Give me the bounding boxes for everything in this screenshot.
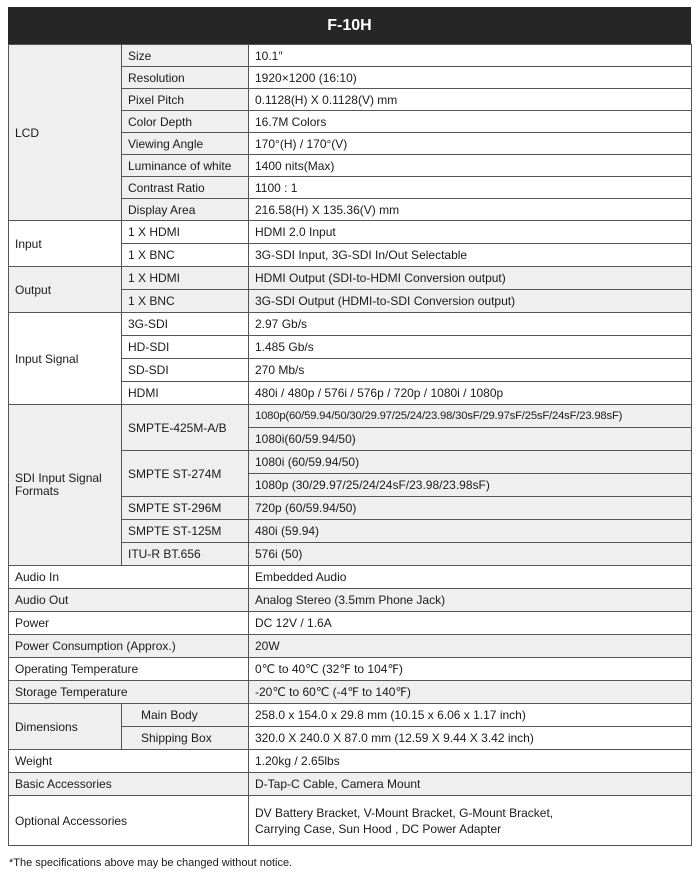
group-label-input: Input [9, 221, 122, 267]
spec-value: DC 12V / 1.6A [249, 612, 692, 635]
table-row [9, 796, 692, 846]
spec-name: 1 X BNC [122, 290, 249, 313]
spec-name: Shipping Box [122, 727, 249, 750]
spec-name: Storage Temperature [9, 681, 249, 704]
spec-value: 0.1128(H) X 0.1128(V) mm [249, 89, 692, 111]
spec-name: ITU-R BT.656 [122, 543, 249, 566]
spec-table [8, 44, 692, 846]
spec-name: Contrast Ratio [122, 177, 249, 199]
spec-name: Operating Temperature [9, 658, 249, 681]
group-label-lcd: LCD [9, 45, 122, 221]
table-row [9, 45, 692, 67]
spec-value: 270 Mb/s [249, 359, 692, 382]
spec-value: 1080i(60/59.94/50) [249, 428, 692, 451]
spec-value: 720p (60/59.94/50) [249, 497, 692, 520]
spec-name: Size [122, 45, 249, 67]
spec-value: Embedded Audio [249, 566, 692, 589]
spec-name: SD-SDI [122, 359, 249, 382]
footnote: *The specifications above may be changed without notice. [9, 857, 293, 869]
spec-value: -20℃ to 60℃ (-4℉ to 140℉) [249, 681, 692, 704]
spec-value: Analog Stereo (3.5mm Phone Jack) [249, 589, 692, 612]
spec-value: HDMI 2.0 Input [249, 221, 692, 244]
spec-value: 1080i (60/59.94/50) [249, 451, 692, 474]
spec-value: 1.20kg / 2.65lbs [249, 750, 692, 773]
table-row [9, 566, 692, 589]
accessories-line-1: DV Battery Bracket, V-Mount Bracket, G-Mount Bracket, [255, 805, 554, 820]
group-label-sdi-formats [9, 405, 122, 566]
group-label-input-signal: Input Signal [9, 313, 122, 405]
spec-name: Power Consumption (Approx.) [9, 635, 249, 658]
spec-value: 1100 : 1 [249, 177, 692, 199]
spec-value: 1920×1200 (16:10) [249, 67, 692, 89]
spec-value: 3G-SDI Output (HDMI-to-SDI Conversion output) [249, 290, 692, 313]
spec-name: Color Depth [122, 111, 249, 133]
spec-value: 320.0 X 240.0 X 87.0 mm (12.59 X 9.44 X 3.42 inch) [249, 727, 692, 750]
spec-name: 1 X BNC [122, 244, 249, 267]
spec-value: 10.1″ [249, 45, 692, 67]
group-label-output: Output [9, 267, 122, 313]
spec-sheet [8, 7, 691, 846]
table-row [9, 612, 692, 635]
table-row [9, 704, 692, 727]
spec-name: Resolution [122, 67, 249, 89]
accessories-line-2: Carrying Case, Sun Hood , DC Power Adapter [255, 821, 502, 836]
model-title: F-10H [8, 7, 691, 44]
spec-name: Power [9, 612, 249, 635]
sdi-formats-label: SDI Input Signal Formats [15, 471, 102, 498]
spec-name: SMPTE ST-274M [122, 451, 249, 497]
spec-value: 1400 nits(Max) [249, 155, 692, 177]
spec-value: 576i (50) [249, 543, 692, 566]
spec-name: Audio Out [9, 589, 249, 612]
table-row [9, 635, 692, 658]
spec-value: 2.97 Gb/s [249, 313, 692, 336]
spec-value: 0℃ to 40℃ (32℉ to 104℉) [249, 658, 692, 681]
spec-name: Viewing Angle [122, 133, 249, 155]
spec-name: SMPTE-425M-A/B [122, 405, 249, 451]
spec-name: Audio In [9, 566, 249, 589]
spec-name: 1 X HDMI [122, 221, 249, 244]
table-row [9, 681, 692, 704]
spec-value: 480i (59.94) [249, 520, 692, 543]
spec-value: 3G-SDI Input, 3G-SDI In/Out Selectable [249, 244, 692, 267]
table-row [9, 267, 692, 290]
spec-value: 258.0 x 154.0 x 29.8 mm (10.15 x 6.06 x 1.17 inch) [249, 704, 692, 727]
spec-value: 1080p (30/29.97/25/24/24sF/23.98/23.98sF) [249, 474, 692, 497]
spec-name: SMPTE ST-125M [122, 520, 249, 543]
spec-name: HDMI [122, 382, 249, 405]
spec-name: Main Body [122, 704, 249, 727]
spec-value: 20W [249, 635, 692, 658]
spec-value: HDMI Output (SDI-to-HDMI Conversion output) [249, 267, 692, 290]
spec-value: 216.58(H) X 135.36(V) mm [249, 199, 692, 221]
spec-name: Pixel Pitch [122, 89, 249, 111]
table-row [9, 773, 692, 796]
spec-value: 1.485 Gb/s [249, 336, 692, 359]
spec-name: SMPTE ST-296M [122, 497, 249, 520]
group-label-dimensions: Dimensions [9, 704, 122, 750]
spec-value: D-Tap-C Cable, Camera Mount [249, 773, 692, 796]
spec-name: 1 X HDMI [122, 267, 249, 290]
table-row [9, 658, 692, 681]
spec-name: 3G-SDI [122, 313, 249, 336]
spec-value: 170°(H) / 170°(V) [249, 133, 692, 155]
table-row [9, 750, 692, 773]
spec-value: 1080p(60/59.94/50/30/29.97/25/24/23.98/30sF/29.97sF/25sF/24sF/23.98sF) [249, 405, 692, 428]
table-row [9, 589, 692, 612]
table-row [9, 221, 692, 244]
table-row [9, 405, 692, 428]
spec-value: 16.7M Colors [249, 111, 692, 133]
table-row [9, 313, 692, 336]
spec-name: HD-SDI [122, 336, 249, 359]
spec-value: 480i / 480p / 576i / 576p / 720p / 1080i / 1080p [249, 382, 692, 405]
spec-value-multiline [249, 796, 692, 846]
spec-name: Display Area [122, 199, 249, 221]
spec-name: Basic Accessories [9, 773, 249, 796]
spec-name: Weight [9, 750, 249, 773]
spec-name: Luminance of white [122, 155, 249, 177]
spec-name: Optional Accessories [9, 796, 249, 846]
